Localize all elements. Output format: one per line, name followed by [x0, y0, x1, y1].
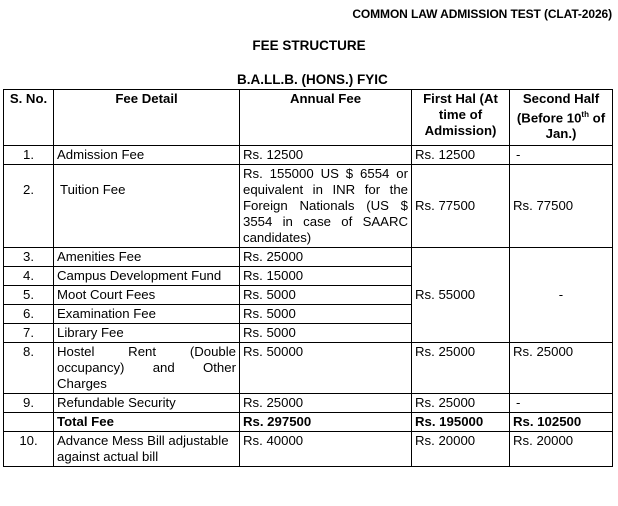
column-header-annual-fee: Annual Fee: [240, 90, 412, 146]
cell-sno: 2.: [4, 165, 54, 248]
fee-structure-heading: FEE STRUCTURE: [252, 38, 366, 53]
cell-annual-fee: Rs. 5000: [240, 324, 412, 343]
cell-annual-fee: Rs. 25000: [240, 394, 412, 413]
cell-annual-fee: Rs. 5000: [240, 305, 412, 324]
total-annual-fee: Rs. 297500: [240, 413, 412, 432]
table-row: [4, 343, 613, 394]
second-half-superscript: th: [581, 110, 589, 119]
cell-annual-fee: Rs. 155000 US $ 6554 or equivalent in INR for the Foreign Nationals (US $ 3554 in case of SAARC candidates): [240, 165, 412, 248]
cell-second-half: Rs. 77500: [510, 165, 613, 248]
cell-sno: 10.: [4, 432, 54, 467]
table-row: [4, 165, 613, 248]
cell-first-half: Rs. 25000: [412, 343, 510, 394]
cell-second-half: -: [510, 146, 613, 165]
cell-sno: 6.: [4, 305, 54, 324]
cell-second-half-group: -: [510, 248, 613, 343]
column-header-first-half: First Hal (At time of Admission): [412, 90, 510, 146]
cell-sno: 3.: [4, 248, 54, 267]
total-row: [4, 413, 613, 432]
cell-fee-detail: Library Fee: [54, 324, 240, 343]
exam-title: COMMON LAW ADMISSION TEST (CLAT-2026): [352, 7, 612, 21]
cell-annual-fee: Rs. 40000: [240, 432, 412, 467]
second-half-suffix: of Jan.): [545, 110, 606, 142]
column-header-second-half: [510, 90, 613, 146]
total-label: Total Fee: [54, 413, 240, 432]
cell-fee-detail: Refundable Security: [54, 394, 240, 413]
cell-annual-fee: Rs. 15000: [240, 267, 412, 286]
column-header-fee-detail: Fee Detail: [54, 90, 240, 146]
cell-annual-fee: Rs. 25000: [240, 248, 412, 267]
cell-fee-detail: Tuition Fee: [54, 165, 240, 248]
cell-sno: 5.: [4, 286, 54, 305]
cell-sno-empty: [4, 413, 54, 432]
cell-second-half: Rs. 25000: [510, 343, 613, 394]
cell-fee-detail: Hostel Rent (Double occupancy) and Other Charges: [54, 343, 240, 394]
cell-second-half: Rs. 20000: [510, 432, 613, 467]
second-half-prefix: Second Half (Before 10: [516, 91, 600, 126]
cell-sno: 4.: [4, 267, 54, 286]
cell-sno: 9.: [4, 394, 54, 413]
table-row: [4, 394, 613, 413]
cell-fee-detail: Campus Development Fund: [54, 267, 240, 286]
table-header-row: [4, 90, 613, 146]
cell-annual-fee: Rs. 5000: [240, 286, 412, 305]
total-second-half: Rs. 102500: [510, 413, 613, 432]
table-row: [4, 432, 613, 467]
cell-first-half: Rs. 25000: [412, 394, 510, 413]
cell-first-half: Rs. 12500: [412, 146, 510, 165]
cell-fee-detail: Amenities Fee: [54, 248, 240, 267]
cell-fee-detail: Moot Court Fees: [54, 286, 240, 305]
cell-fee-detail: Examination Fee: [54, 305, 240, 324]
cell-second-half: -: [510, 394, 613, 413]
cell-first-half-group: Rs. 55000: [412, 248, 510, 343]
course-heading: B.A.LL.B. (HONS.) FYIC: [237, 72, 388, 87]
cell-sno: 8.: [4, 343, 54, 394]
table-row: [4, 248, 613, 267]
cell-sno: 7.: [4, 324, 54, 343]
cell-first-half: Rs. 20000: [412, 432, 510, 467]
cell-sno: 1.: [4, 146, 54, 165]
cell-fee-detail: Advance Mess Bill adjustable against actual bill: [54, 432, 240, 467]
table-row: [4, 146, 613, 165]
column-header-sno: S. No.: [4, 90, 54, 146]
fee-table: [3, 89, 613, 467]
cell-first-half: Rs. 77500: [412, 165, 510, 248]
total-first-half: Rs. 195000: [412, 413, 510, 432]
cell-annual-fee: Rs. 12500: [240, 146, 412, 165]
cell-fee-detail: Admission Fee: [54, 146, 240, 165]
cell-annual-fee: Rs. 50000: [240, 343, 412, 394]
